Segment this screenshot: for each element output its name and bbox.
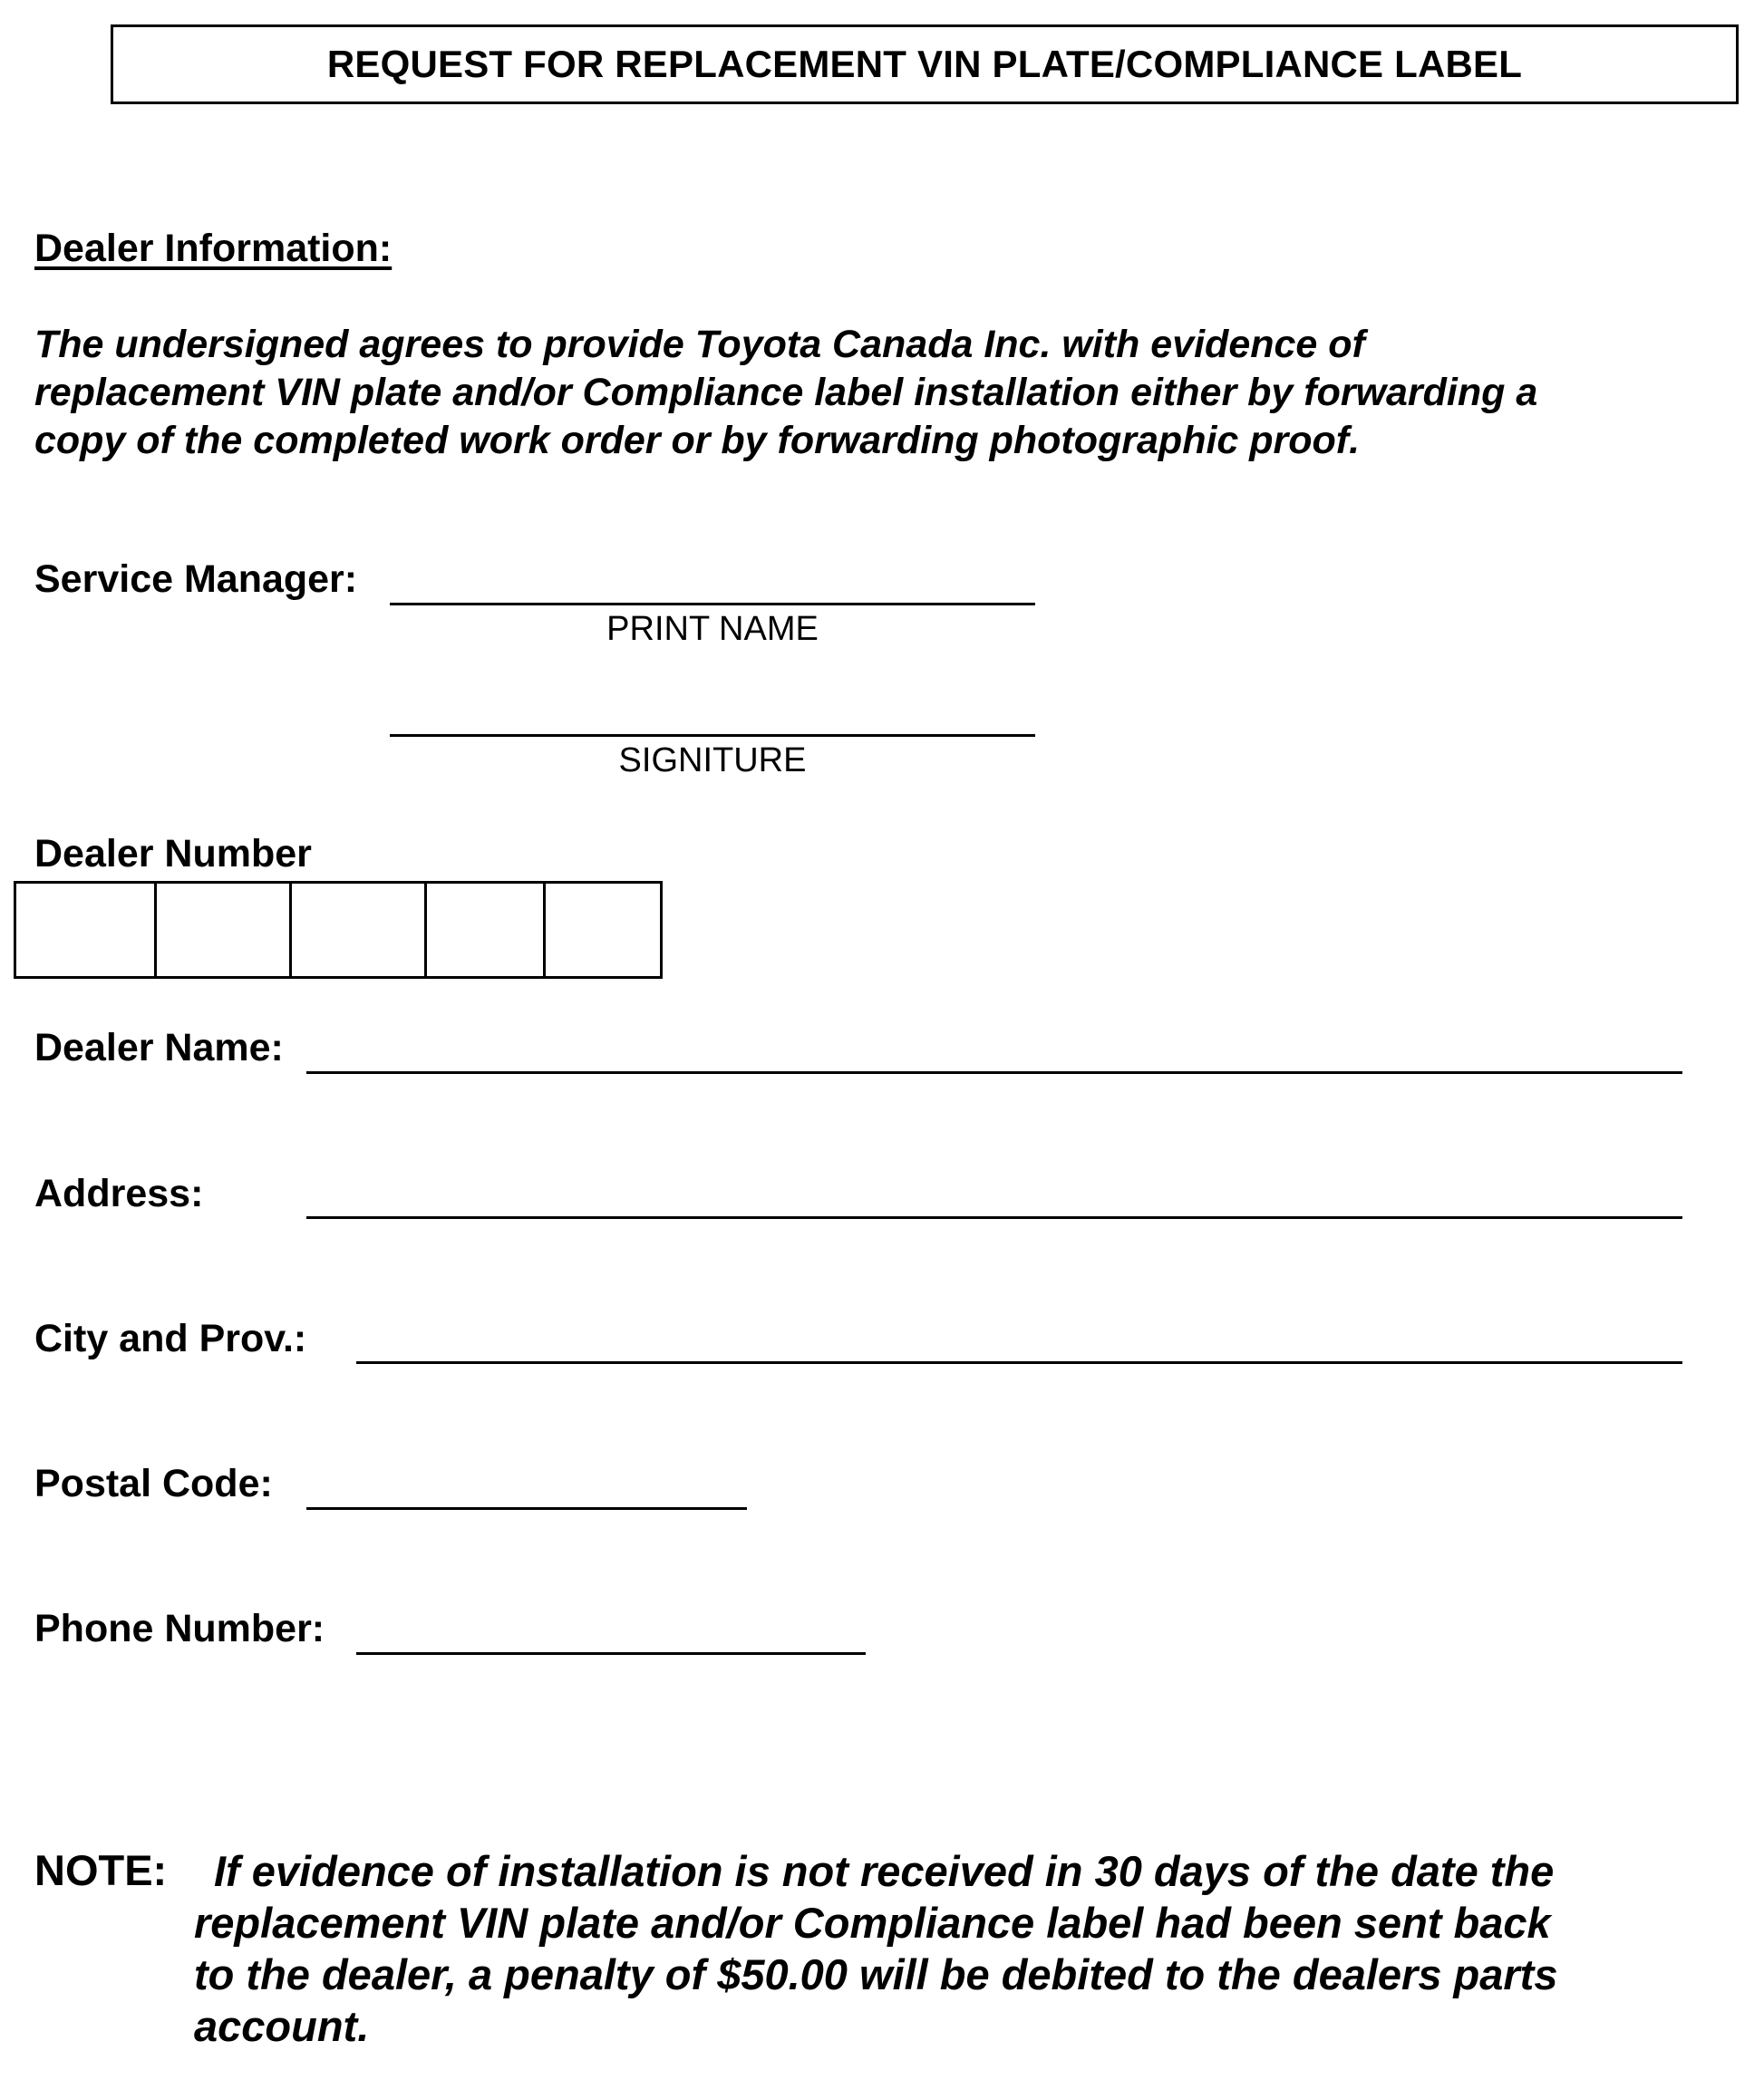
form-title: REQUEST FOR REPLACEMENT VIN PLATE/COMPLIANCE LABEL xyxy=(326,43,1523,85)
dealer-number-digit-box[interactable] xyxy=(292,884,427,976)
service-manager-signature-field[interactable] xyxy=(390,734,1035,737)
note-line: If evidence of installation is not received in 30 days of the date the xyxy=(214,1847,1555,1895)
agreement-line: copy of the completed work order or by forwarding photographic proof. xyxy=(34,419,1361,462)
dealer-information-heading: Dealer Information: xyxy=(34,227,393,270)
dealer-name-field[interactable] xyxy=(306,1071,1682,1074)
agreement-paragraph xyxy=(34,321,1720,465)
city-prov-label: City and Prov.: xyxy=(34,1317,307,1360)
dealer-name-label: Dealer Name: xyxy=(34,1026,284,1069)
form-title-box xyxy=(111,24,1739,104)
note-line: to the dealer, a penalty of $50.00 will be debited to the dealers parts xyxy=(194,1950,1558,1998)
address-field[interactable] xyxy=(306,1216,1682,1219)
print-name-caption: PRINT NAME xyxy=(606,610,819,648)
phone-number-label: Phone Number: xyxy=(34,1607,325,1650)
agreement-line: The undersigned agrees to provide Toyota Canada Inc. with evidence of xyxy=(34,323,1365,366)
signature-caption: SIGNITURE xyxy=(618,741,807,779)
city-prov-field[interactable] xyxy=(356,1361,1682,1364)
address-label: Address: xyxy=(34,1172,204,1215)
note-line: replacement VIN plate and/or Compliance label had been sent back xyxy=(194,1899,1551,1947)
service-manager-print-name-field[interactable] xyxy=(390,603,1035,605)
dealer-number-digit-box[interactable] xyxy=(427,884,546,976)
note-label: NOTE: xyxy=(34,1846,168,1894)
note-line: account. xyxy=(194,2002,370,2050)
postal-code-field[interactable] xyxy=(306,1507,747,1510)
note-text xyxy=(194,1845,1735,2052)
dealer-number-boxes xyxy=(14,881,663,979)
dealer-number-digit-box[interactable] xyxy=(546,884,660,976)
agreement-line: replacement VIN plate and/or Compliance label installation either by forwarding a xyxy=(34,371,1538,414)
phone-number-field[interactable] xyxy=(356,1652,866,1655)
dealer-number-label: Dealer Number xyxy=(34,832,312,875)
dealer-number-digit-box[interactable] xyxy=(157,884,292,976)
dealer-number-digit-box[interactable] xyxy=(16,884,157,976)
postal-code-label: Postal Code: xyxy=(34,1462,273,1505)
service-manager-label: Service Manager: xyxy=(34,557,358,601)
